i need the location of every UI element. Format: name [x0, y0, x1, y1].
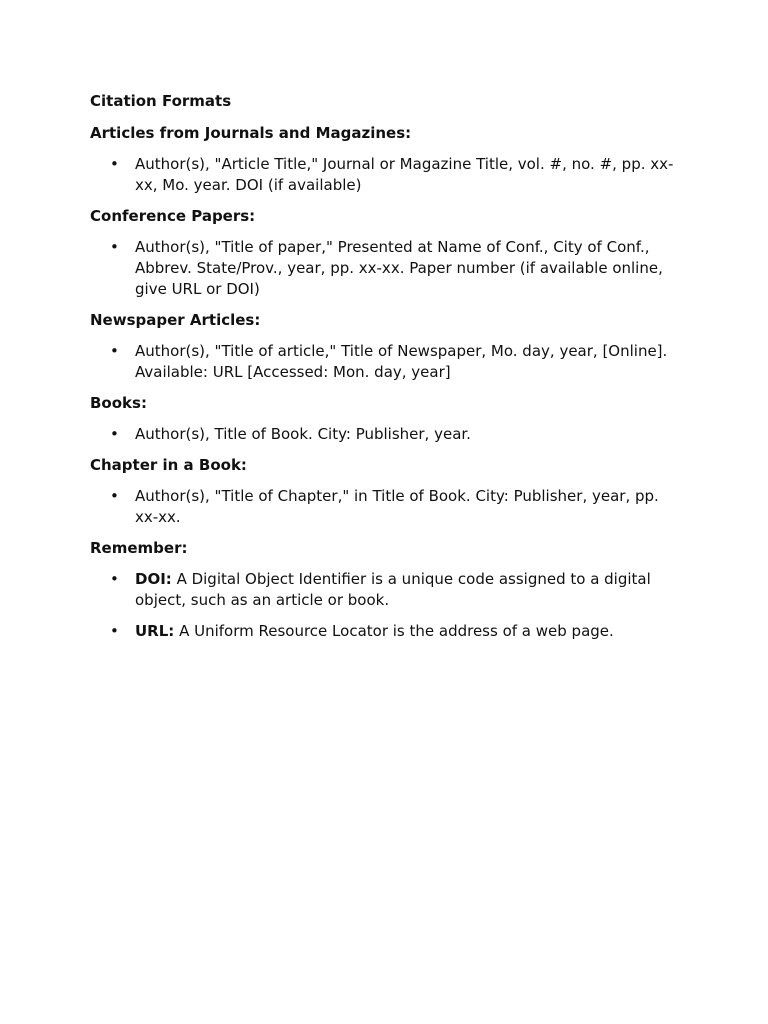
- citation-format-text: Author(s), "Title of Chapter," in Title of Book. City: Publisher, year, pp. xx-xx.: [135, 487, 659, 526]
- definition-text: A Digital Object Identifier is a unique code assigned to a digital object, such as an article or book.: [135, 570, 651, 609]
- definition-term: DOI:: [135, 570, 172, 588]
- section-heading: Chapter in a Book:: [90, 456, 247, 474]
- citation-format-text: Author(s), "Article Title," Journal or Magazine Title, vol. #, no. #, pp. xx-xx, Mo. year. DOI (if available): [135, 155, 674, 194]
- bullet-icon: •: [110, 487, 119, 505]
- bullet-icon: •: [110, 622, 119, 640]
- citation-list: [90, 486, 678, 528]
- list-item: [90, 486, 685, 528]
- section-journal-articles: [90, 123, 678, 196]
- bullet-icon: •: [110, 342, 119, 360]
- document-title: Citation Formats: [90, 92, 232, 110]
- list-item: [90, 621, 685, 642]
- section-remember: [90, 538, 678, 642]
- citation-format-text: Author(s), "Title of paper," Presented at Name of Conf., City of Conf., Abbrev. State/Prov., year, pp. xx-xx. Paper number (if available online, give URL or DOI): [135, 238, 663, 298]
- section-newspaper-articles: [90, 310, 678, 383]
- citation-list: [90, 237, 678, 300]
- citation-format-text: Author(s), Title of Book. City: Publisher, year.: [135, 425, 471, 443]
- citation-list: [90, 154, 678, 196]
- section-heading: Conference Papers:: [90, 207, 256, 225]
- definition-text: A Uniform Resource Locator is the address of a web page.: [174, 622, 614, 640]
- definition-list: [90, 569, 678, 642]
- section-book-chapter: [90, 455, 678, 528]
- list-item: [90, 154, 685, 196]
- section-heading: Books:: [90, 394, 147, 412]
- section-conference-papers: [90, 206, 678, 300]
- list-item: [90, 424, 685, 445]
- citation-list: [90, 341, 678, 383]
- list-item: [90, 569, 685, 611]
- bullet-icon: •: [110, 238, 119, 256]
- section-heading: Articles from Journals and Magazines:: [90, 124, 412, 142]
- bullet-icon: •: [110, 570, 119, 588]
- list-item: [90, 237, 685, 300]
- section-heading: Remember:: [90, 539, 188, 557]
- citation-format-text: Author(s), "Title of article," Title of Newspaper, Mo. day, year, [Online]. Available: URL [Accessed: Mon. day, year]: [135, 342, 668, 381]
- bullet-icon: •: [110, 425, 119, 443]
- citation-list: [90, 424, 678, 445]
- definition-term: URL:: [135, 622, 175, 640]
- list-item: [90, 341, 685, 383]
- section-heading: Newspaper Articles:: [90, 311, 261, 329]
- bullet-icon: •: [110, 155, 119, 173]
- section-books: [90, 393, 678, 445]
